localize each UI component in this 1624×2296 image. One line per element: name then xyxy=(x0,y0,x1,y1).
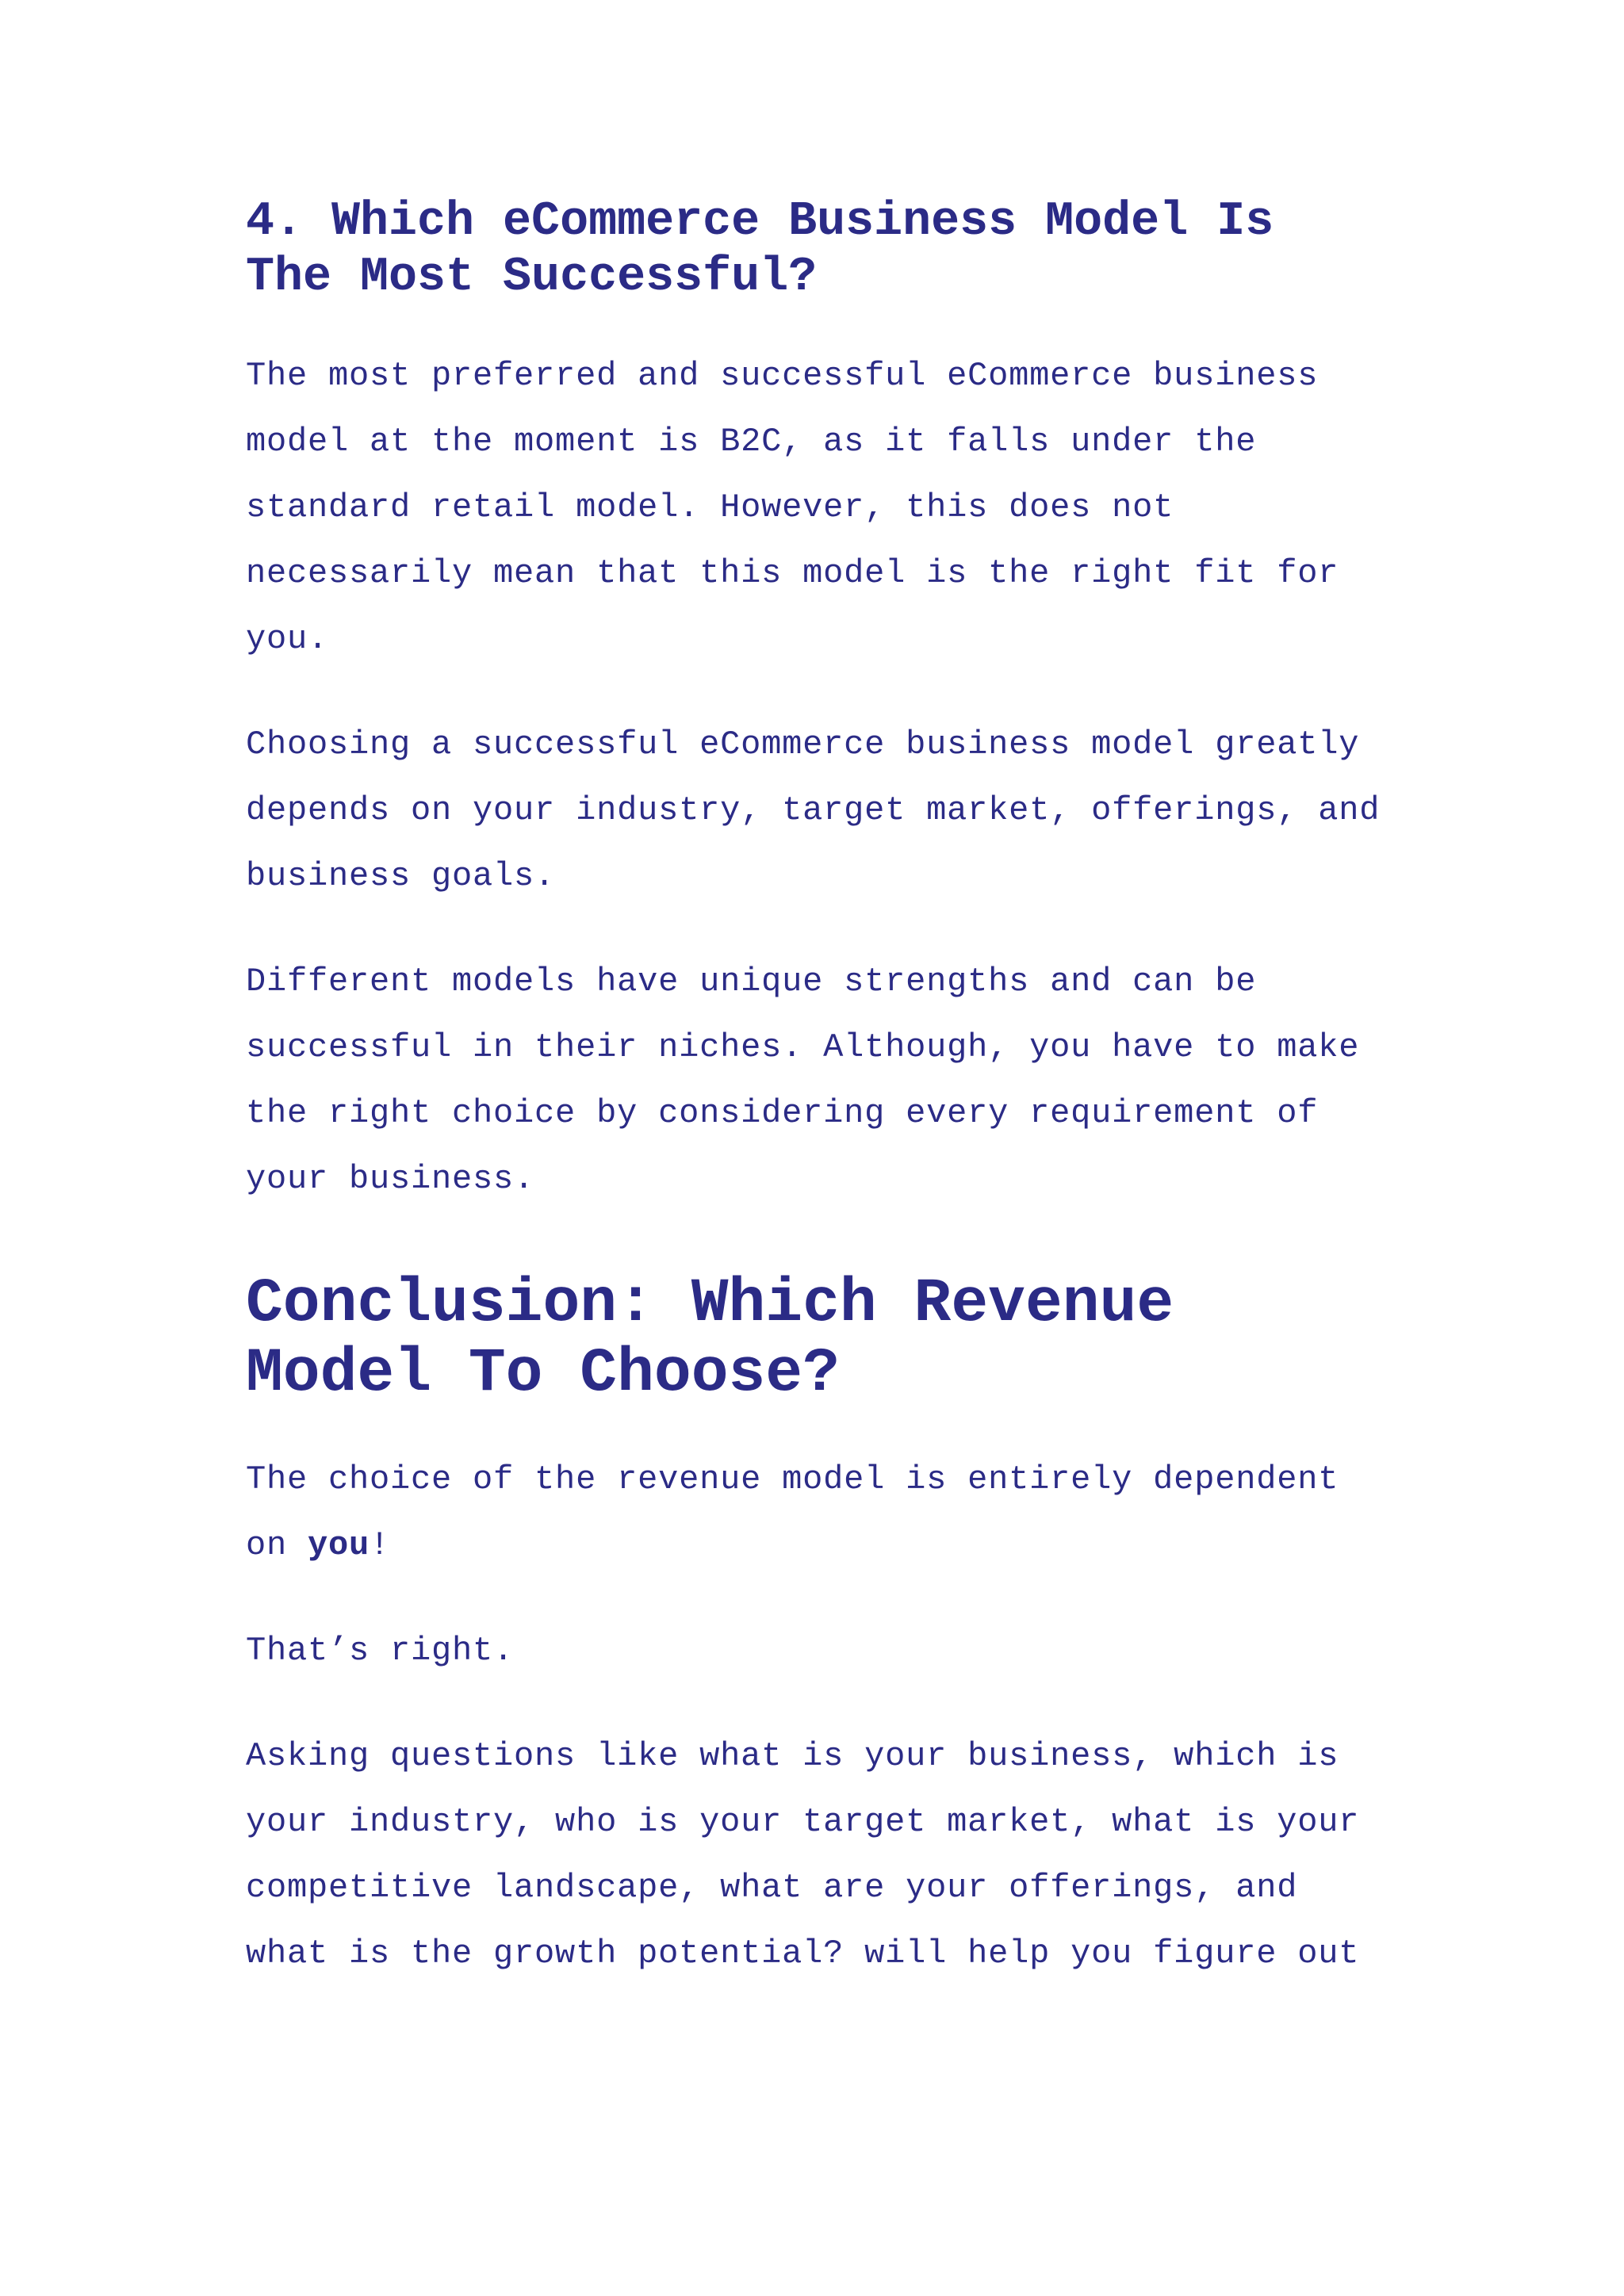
text-line: Different models have unique strengths and can be xyxy=(246,962,1257,1001)
text-line: The choice of the revenue model is entirely dependent xyxy=(246,1460,1339,1498)
text-line: your business. xyxy=(246,1160,535,1198)
text-line xyxy=(246,1513,1388,1578)
heading-line: Conclusion: Which Revenue xyxy=(246,1269,1174,1339)
text-line: successful in their niches. Although, you have to make xyxy=(246,1028,1360,1066)
text-line: depends on your industry, target market, offerings, and xyxy=(246,791,1381,829)
paragraph xyxy=(246,712,1388,909)
text-line: competitive landscape, what are your offerings, and xyxy=(246,1869,1298,1907)
text-line: you. xyxy=(246,620,329,658)
text-line: necessarily mean that this model is the right fit for xyxy=(246,554,1339,592)
section-heading xyxy=(246,194,1372,305)
text-run: on xyxy=(246,1526,308,1564)
text-run: ! xyxy=(370,1526,391,1564)
text-line: model at the moment is B2C, as it falls under the xyxy=(246,423,1257,461)
paragraph xyxy=(246,949,1388,1212)
text-line: standard retail model. However, this does not xyxy=(246,488,1174,526)
text-line: your industry, who is your target market, what is your xyxy=(246,1803,1360,1841)
text-line: Asking questions like what is your business, which is xyxy=(246,1737,1339,1775)
text-line: the right choice by considering every requirement of xyxy=(246,1094,1319,1132)
bold-emphasis: you xyxy=(308,1526,370,1564)
text-line: business goals. xyxy=(246,857,556,895)
text-line: That’s right. xyxy=(246,1632,515,1670)
text-line: Choosing a successful eCommerce business model greatly xyxy=(246,725,1360,763)
paragraph xyxy=(246,1447,1388,1578)
paragraph xyxy=(246,1724,1388,1987)
text-line: The most preferred and successful eCommerce business xyxy=(246,357,1319,395)
paragraph xyxy=(246,1618,1388,1684)
heading-line: 4. Which eCommerce Business Model Is xyxy=(246,195,1274,249)
conclusion-heading xyxy=(246,1269,1277,1409)
paragraph xyxy=(246,343,1388,672)
text-line: what is the growth potential? will help you figure out xyxy=(246,1934,1360,1973)
heading-line: Model To Choose? xyxy=(246,1339,840,1409)
heading-line: The Most Successful? xyxy=(246,251,818,304)
document-page xyxy=(246,194,1388,1987)
